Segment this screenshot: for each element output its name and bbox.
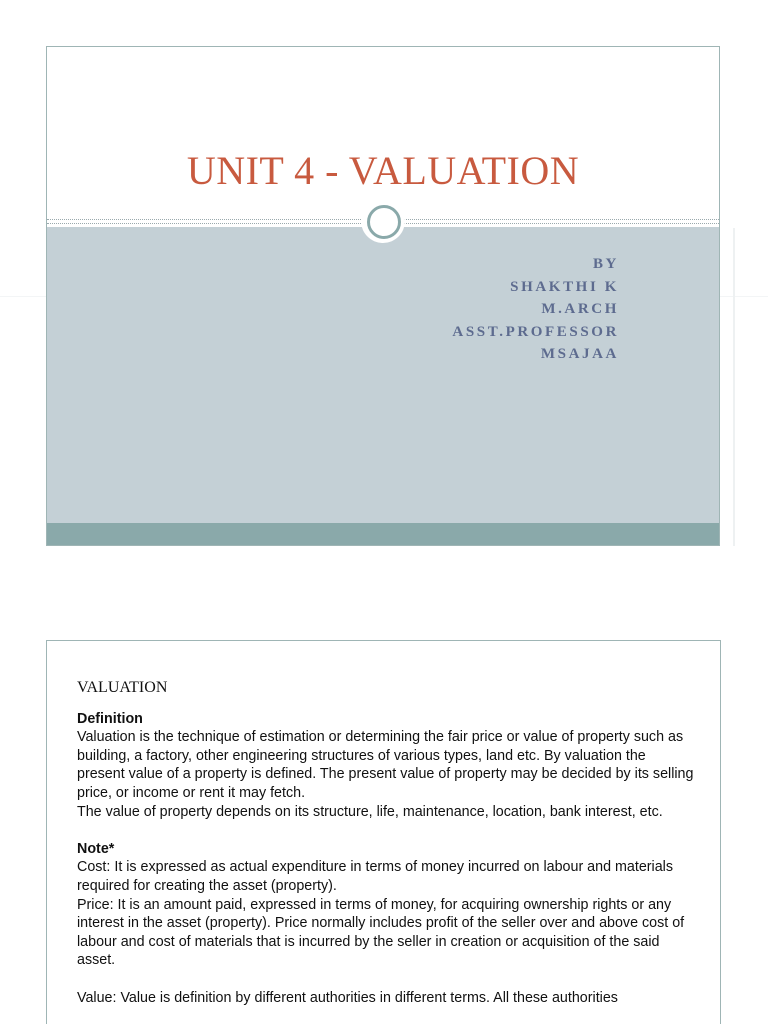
author-line-by: BY [592,256,619,272]
circle-ornament-icon [361,199,405,243]
value-depends-paragraph: The value of property depends on its structure, life, maintenance, location, bank interest, etc. [77,803,663,820]
author-line-position: ASST.PROFESSOR [452,323,619,340]
author-line-degree: M.ARCH [541,301,619,317]
slide-shadow [733,228,735,546]
price-paragraph: Price: It is an amount paid, expressed in terms of money, for acquiring ownership rights or any interest in the asset (property). Price normally includes profit of the seller over and above cost of labour and cost of materials that is incurred by the seller in creation or acquisition of the said asset. [77,896,685,969]
definition-paragraph: Valuation is the technique of estimation or determining the fair price or value of property such as building, a factory, other engineering structures of various types, land etc. By valuation the present value of a property is defined. The present value of property may be decided by its selling price, or income or rent it may fetch. [77,729,694,801]
footer-band [47,523,719,546]
paragraph-gap [77,821,697,840]
cost-paragraph: Cost: It is expressed as actual expenditure in terms of money incurred on labour and materials required for creating the asset (property). [77,859,674,894]
author-line-institution: MSAJAA [540,346,619,362]
document-body [77,679,697,1007]
title-slide [46,46,720,546]
paragraph-gap [77,970,697,989]
content-page [46,640,721,1024]
definition-label: Definition [77,710,143,727]
note-label: Note* [77,840,115,857]
title-area [47,47,719,221]
author-block [452,253,619,366]
slide-title: UNIT 4 - VALUATION [186,148,580,193]
author-line-name: SHAKTHI K [510,278,619,295]
section-heading: VALUATION [77,679,168,696]
ornament-outer-ring [367,205,401,239]
value-paragraph: Value: Value is definition by different authorities in different terms. All these authorities [77,989,618,1006]
